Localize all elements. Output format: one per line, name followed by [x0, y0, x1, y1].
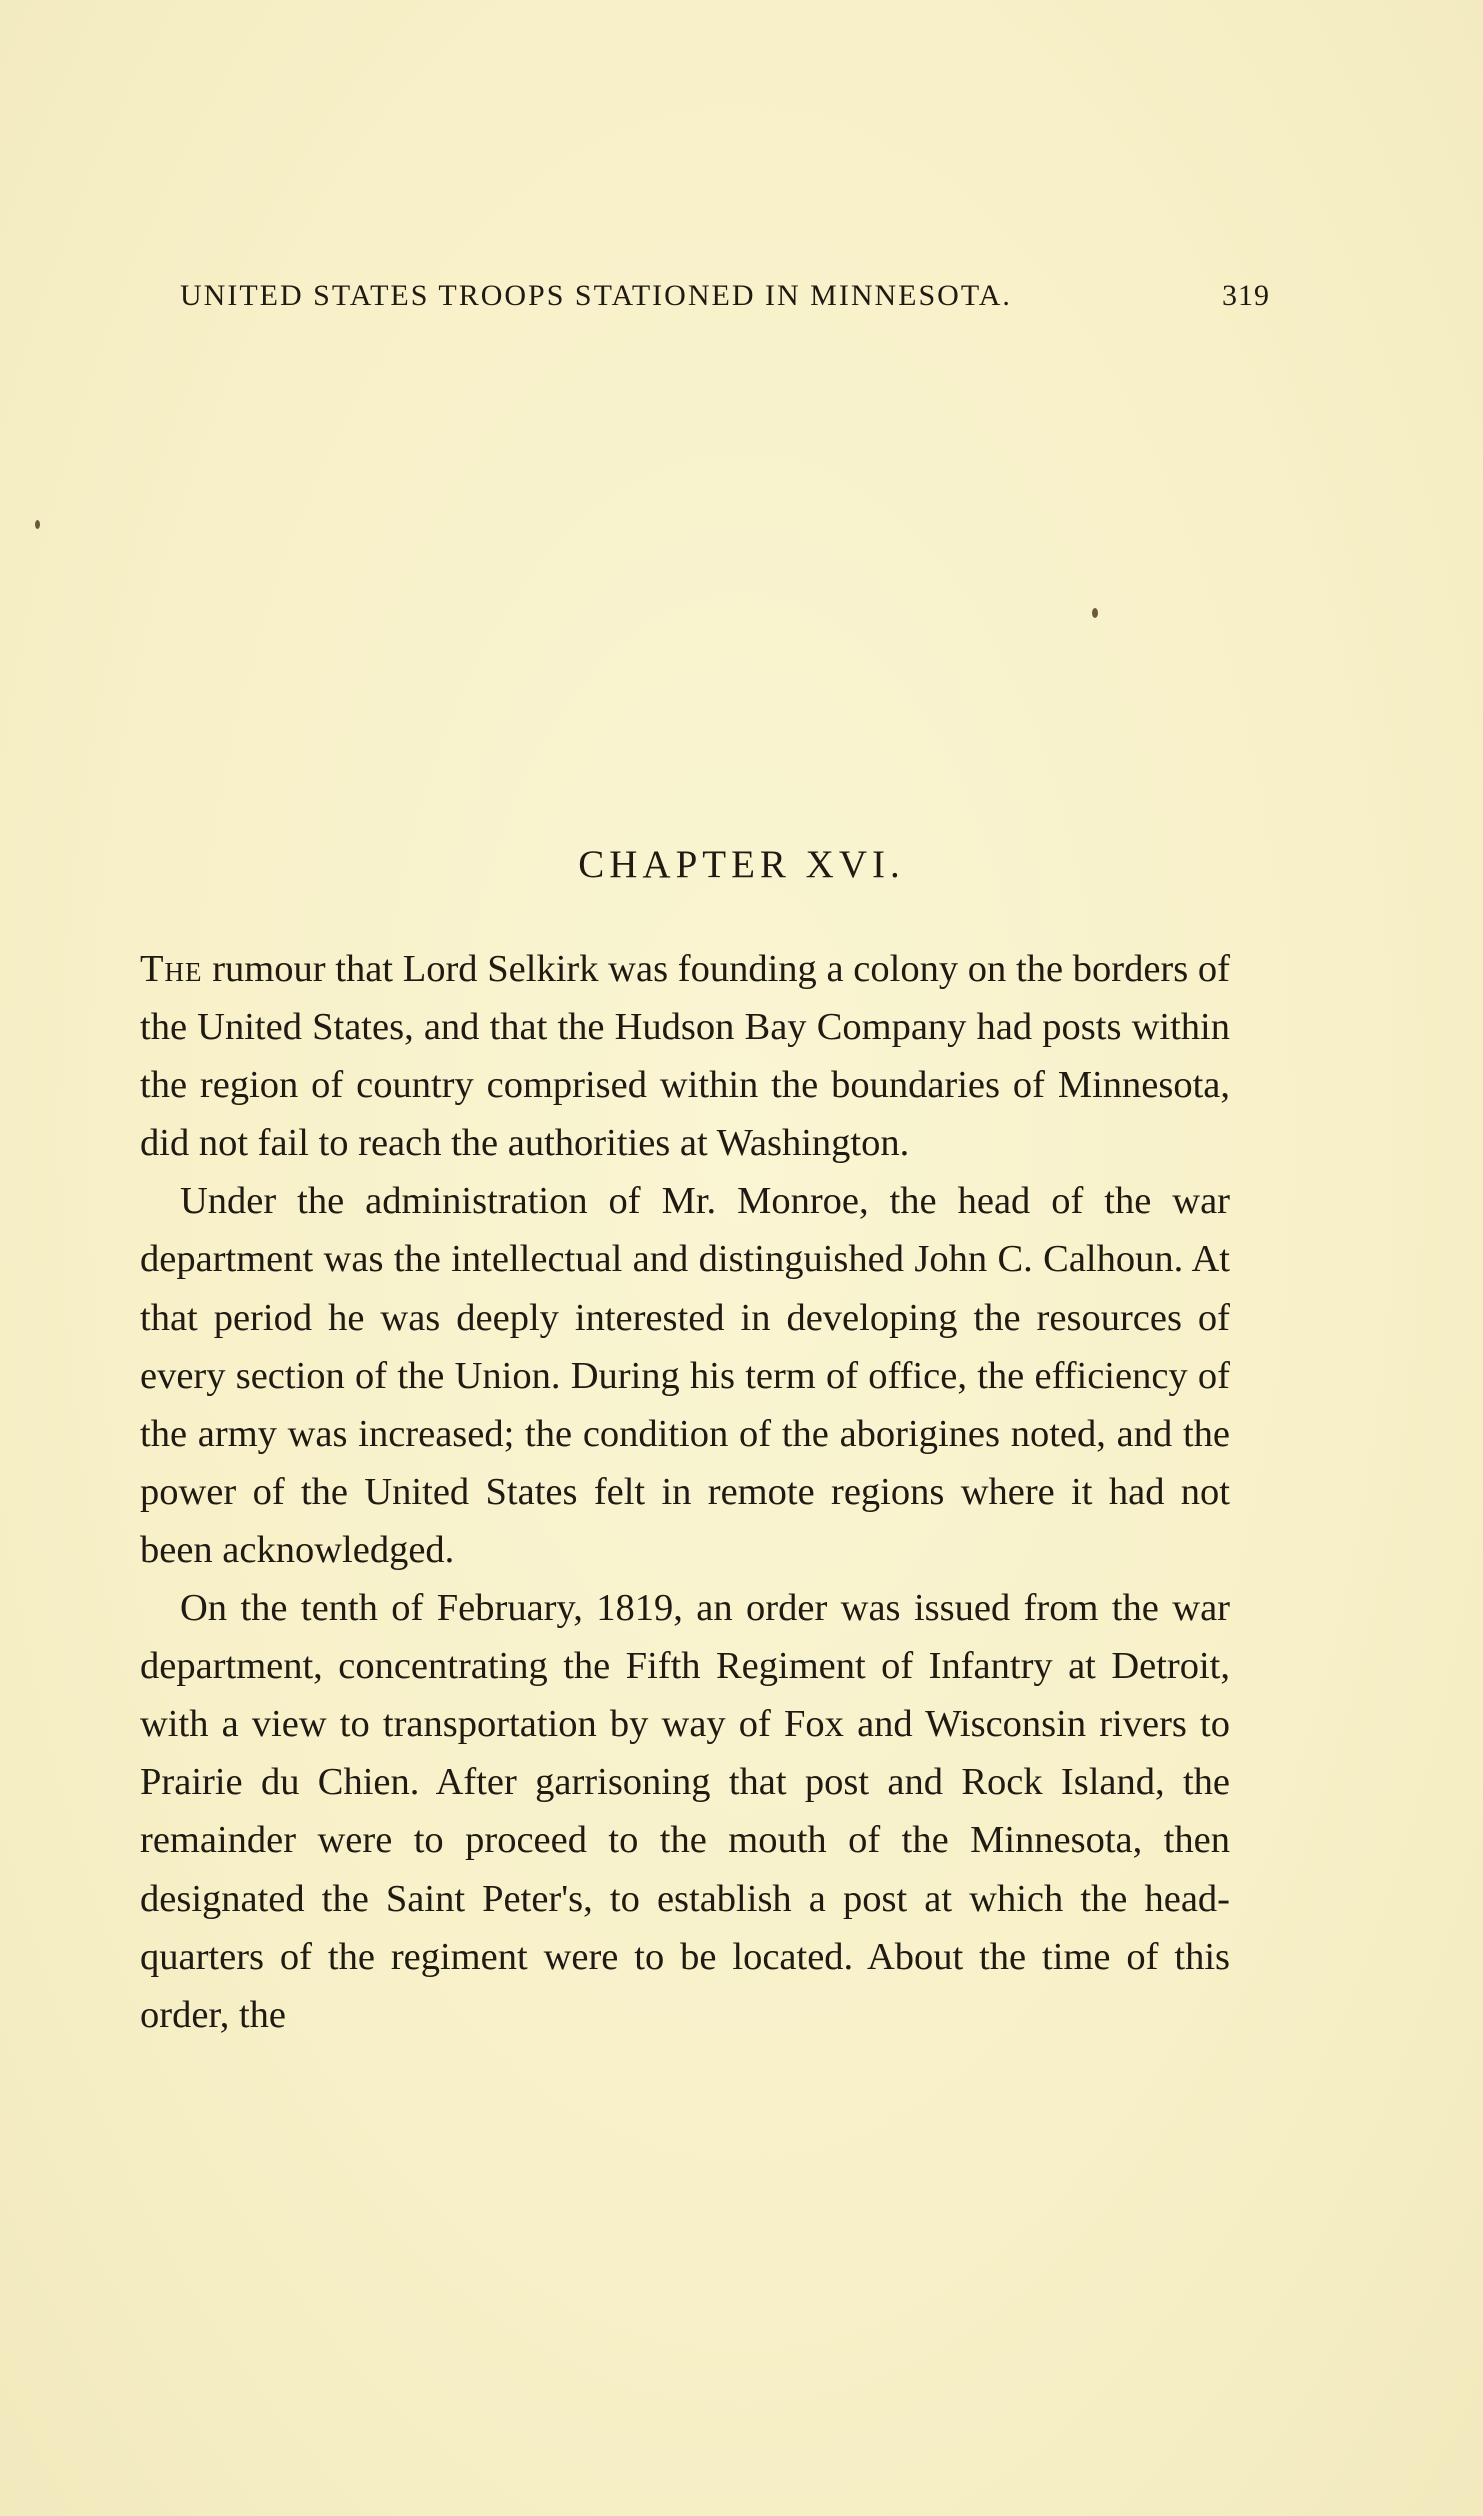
chapter-heading: CHAPTER XVI.	[578, 843, 905, 886]
paragraph: On the tenth of February, 1819, an order was issued from the war department, concentrating the Fifth Regiment of Infantry at Detroit, with a view to transportation by way of Fox and Wisconsin rivers to Prairie du Chien. After garrisoning that post and Rock Island, the remainder were to proceed to the mouth of the Minnesota, then designated the Saint Peter's, to establish a post at which the head-quarters of the regiment were to be located. About the time of this order, the	[140, 1587, 1230, 2036]
ink-speck	[35, 520, 40, 529]
paragraph	[140, 940, 1230, 1172]
ink-speck	[1092, 608, 1098, 618]
running-title: UNITED STATES TROOPS STATIONED IN MINNESOTA.	[180, 279, 1012, 312]
running-header	[180, 274, 1270, 318]
paragraph-text: rumour that Lord Selkirk was founding a colony on the borders of the United States, and that the Hudson Bay Company had posts within the region of country comprised within the boundaries of Minnesota, did not fail to reach the authorities at Washington.	[140, 948, 1230, 1165]
chapter-body	[140, 940, 1230, 2044]
page-number: 319	[1222, 279, 1270, 312]
paragraph: Under the administration of Mr. Monroe, the head of the war department was the intellectual and distinguished John C. Calhoun. At that period he was deeply interested in developing the resources of every section of the Union. During his term of office, the efficiency of the army was increased; the condition of the aborigines noted, and the power of the United States felt in remote regions where it had not been acknowledged.	[140, 1180, 1230, 1571]
paragraph-lead-word: The	[140, 948, 203, 990]
